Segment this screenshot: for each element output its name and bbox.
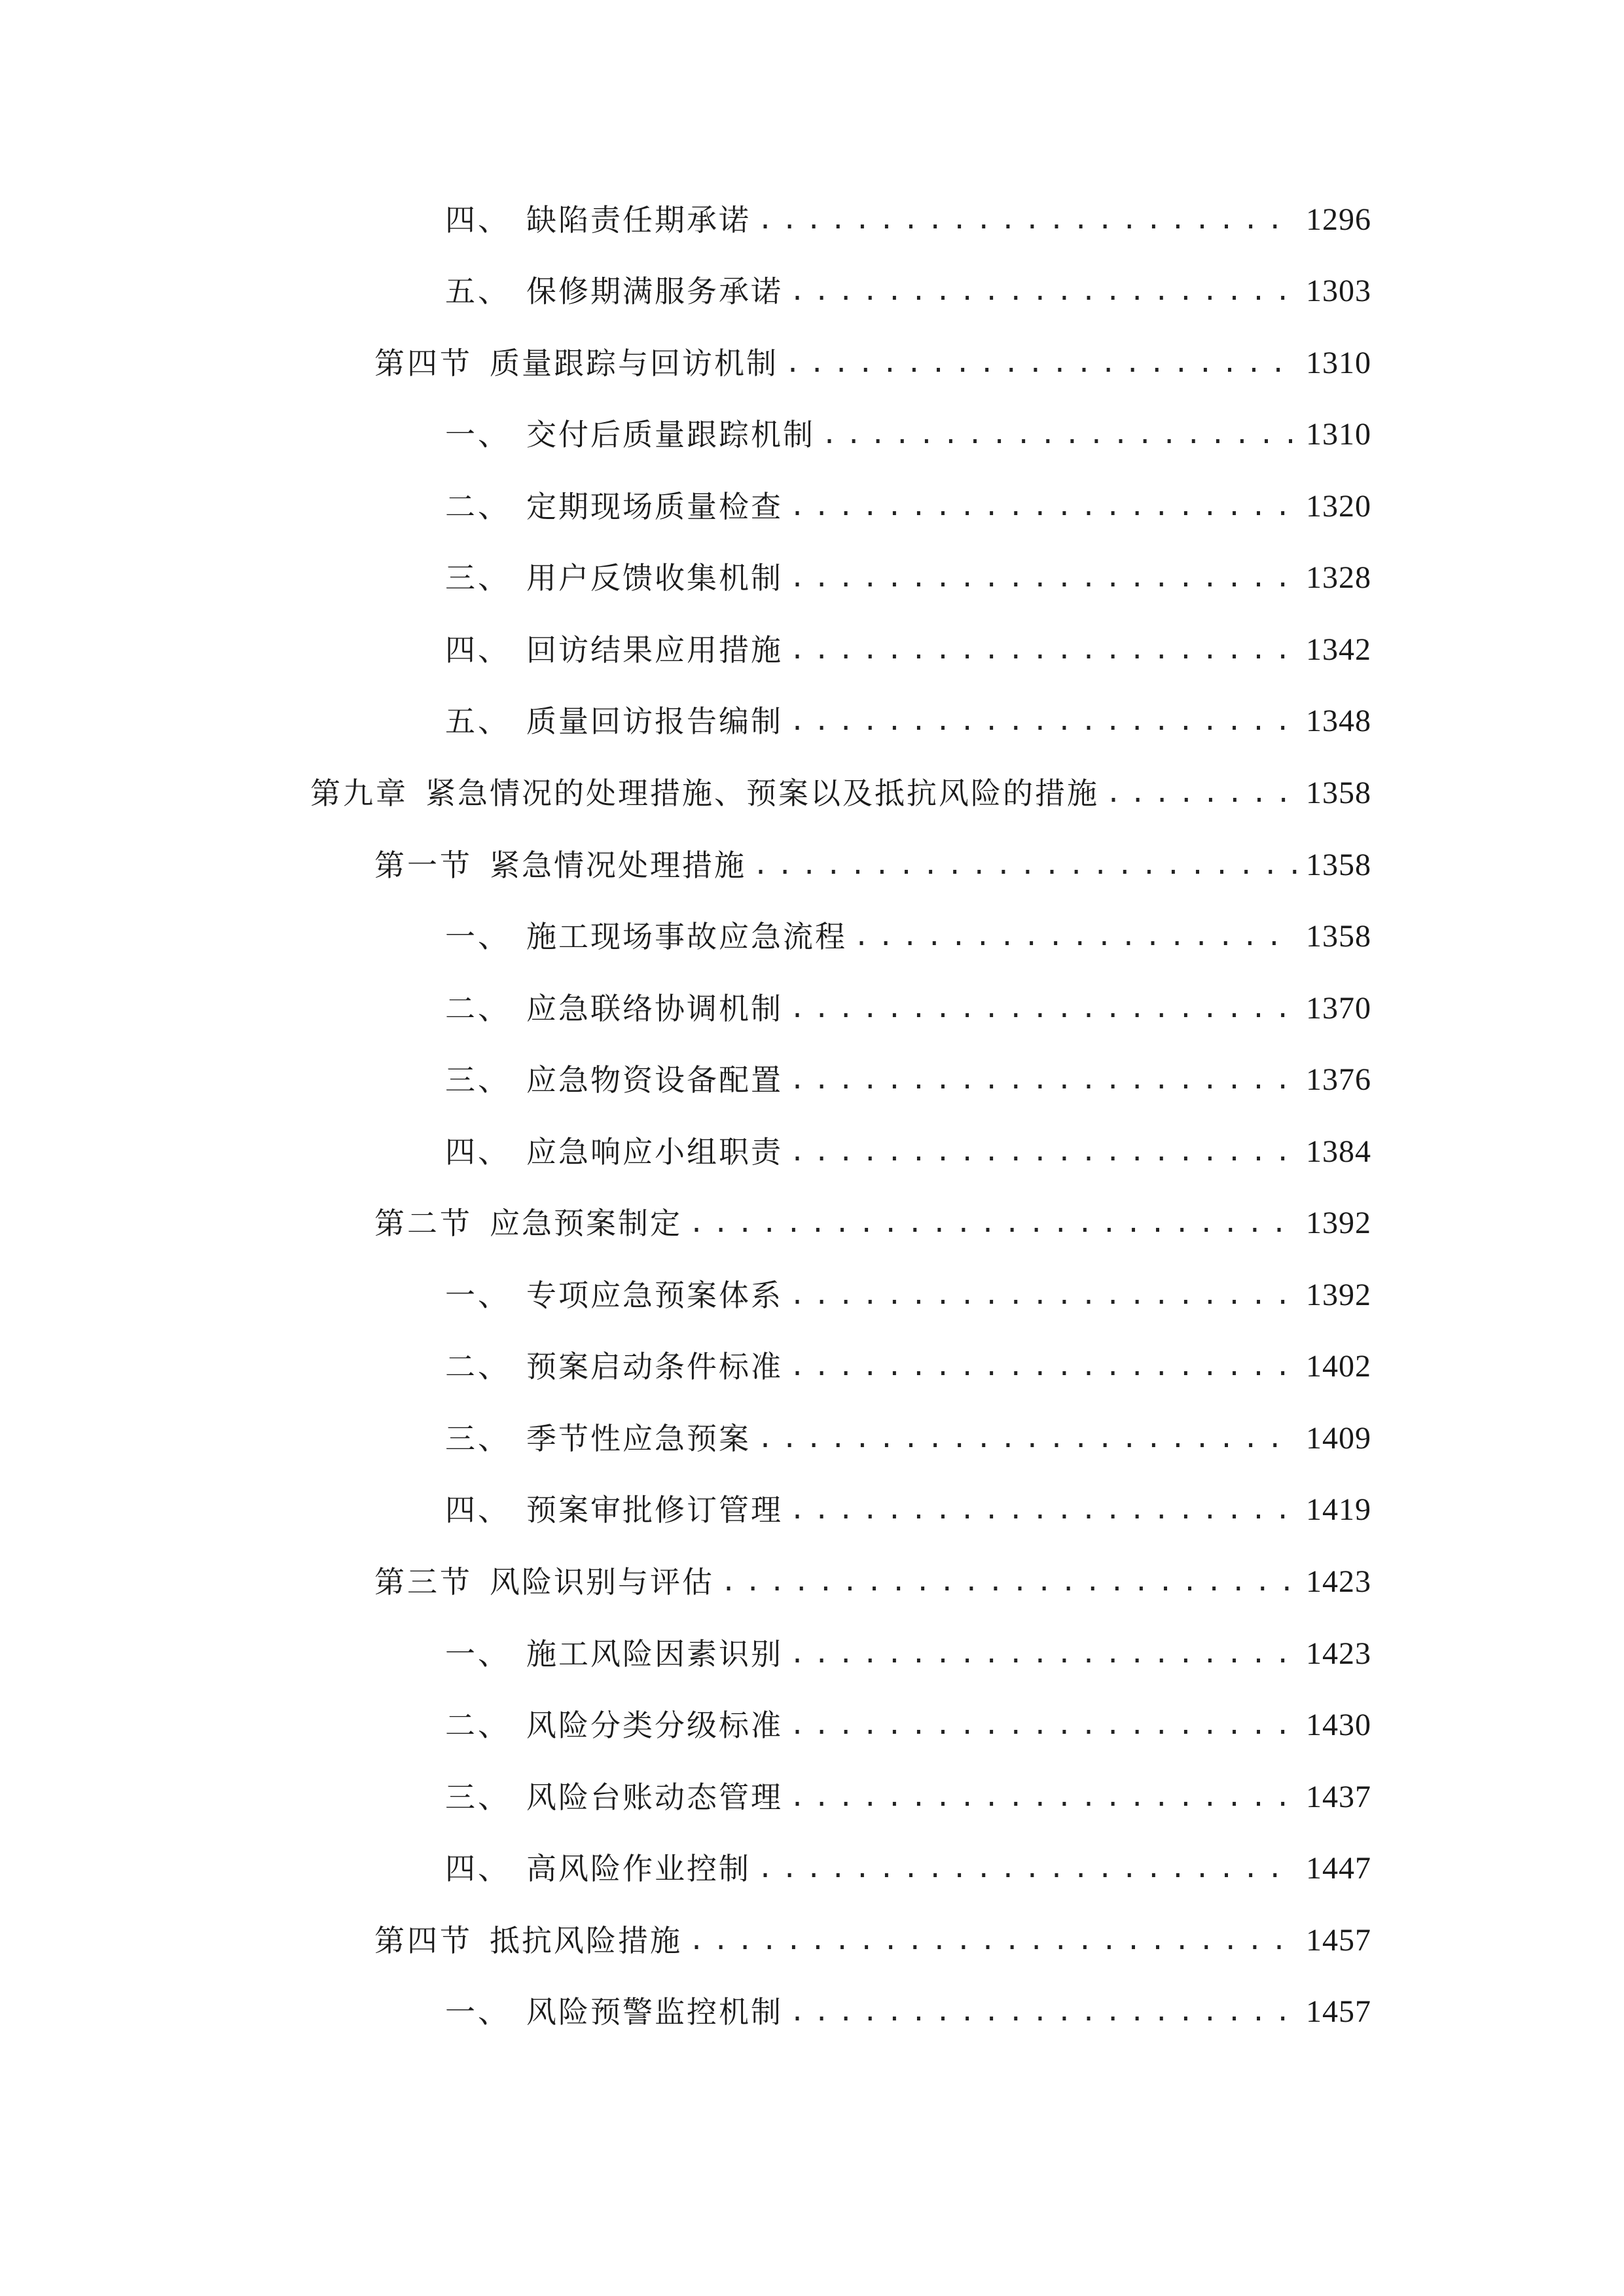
toc-entry[interactable]: [445, 1126, 1371, 1178]
toc-page-number: 1358: [1306, 919, 1371, 954]
toc-dot-leader: [789, 265, 1297, 317]
toc-dot-leader: [789, 1340, 1297, 1393]
toc-entry-number: 三、: [445, 1421, 511, 1456]
toc-dot-leader: [689, 1197, 1297, 1249]
toc-entry-title: 应急联络协调机制: [526, 991, 783, 1026]
toc-entry-number: 四、: [445, 202, 511, 238]
toc-page-number: 1358: [1306, 848, 1371, 882]
toc-entry-number: 第一节: [374, 848, 473, 883]
toc-dot-leader: [789, 1126, 1297, 1178]
toc-dot-leader: [821, 408, 1297, 461]
toc-page-number: 1447: [1306, 1851, 1371, 1886]
toc-entry-number: 一、: [445, 1278, 511, 1313]
toc-dot-leader: [789, 624, 1297, 676]
toc-entry-title: 高风险作业控制: [526, 1851, 751, 1886]
toc-entry-title: 保修期满服务承诺: [526, 274, 783, 309]
toc-dot-leader: [854, 910, 1297, 963]
toc-entry[interactable]: [445, 695, 1371, 747]
toc-entry-number: 四、: [445, 1851, 511, 1886]
toc-page-number: 1437: [1306, 1780, 1371, 1814]
toc-dot-leader: [789, 1269, 1297, 1321]
toc-entry-number: 二、: [445, 489, 511, 524]
toc-entry-title: 风险预警监控机制: [526, 1994, 783, 2030]
toc-dot-leader: [757, 194, 1297, 246]
toc-dot-leader: [1106, 767, 1297, 819]
toc-page-number: 1342: [1306, 632, 1371, 667]
toc-dot-leader: [789, 1771, 1297, 1823]
toc-entry-number: 二、: [445, 1349, 511, 1384]
toc-page-number: 1423: [1306, 1564, 1371, 1599]
toc-entry-title: 专项应急预案体系: [526, 1278, 783, 1313]
toc-page-number: 1409: [1306, 1421, 1371, 1456]
toc-dot-leader: [789, 1986, 1297, 2038]
toc-entry-number: 五、: [445, 274, 511, 309]
toc-entry-number: 二、: [445, 1708, 511, 1743]
toc-entry[interactable]: [374, 1197, 1371, 1249]
toc-entry[interactable]: [445, 1842, 1371, 1895]
toc-entry[interactable]: [445, 910, 1371, 963]
toc-dot-leader: [789, 1484, 1297, 1536]
toc-entry-title: 缺陷责任期承诺: [526, 202, 751, 238]
toc-entry[interactable]: [374, 1556, 1371, 1608]
toc-entry-number: 第二节: [374, 1206, 473, 1241]
toc-entry-title: 季节性应急预案: [526, 1421, 751, 1456]
toc-entry[interactable]: [445, 982, 1371, 1035]
toc-entry-number: 四、: [445, 1134, 511, 1170]
toc-entry-title: 应急物资设备配置: [526, 1062, 783, 1098]
toc-entry[interactable]: [445, 1340, 1371, 1393]
toc-entry-title: 定期现场质量检查: [526, 489, 783, 524]
toc-entry-title: 用户反馈收集机制: [526, 560, 783, 596]
toc-entry-title: 预案启动条件标准: [526, 1349, 783, 1384]
toc-entry-title: 施工现场事故应急流程: [526, 919, 847, 954]
toc-entry[interactable]: [445, 1484, 1371, 1536]
toc-entry-title: 风险识别与评估: [490, 1564, 714, 1600]
toc-entry-number: 一、: [445, 417, 511, 452]
toc-entry[interactable]: [310, 767, 1371, 819]
toc-entry-number: 三、: [445, 1062, 511, 1098]
toc-entry[interactable]: [445, 480, 1371, 533]
toc-entry[interactable]: [445, 624, 1371, 676]
toc-entry-number: 第四节: [374, 346, 473, 381]
toc-page-number: 1423: [1306, 1636, 1371, 1671]
toc-page-number: 1310: [1306, 346, 1371, 380]
toc-dot-leader: [789, 1054, 1297, 1106]
toc-dot-leader: [789, 480, 1297, 533]
toc-entry[interactable]: [445, 1054, 1371, 1106]
toc-entry-title: 应急预案制定: [490, 1206, 682, 1241]
toc-entry-title: 回访结果应用措施: [526, 632, 783, 668]
toc-entry-number: 四、: [445, 1492, 511, 1528]
toc-entry-number: 三、: [445, 1780, 511, 1815]
toc-dot-leader: [789, 982, 1297, 1035]
toc-page-number: 1296: [1306, 202, 1371, 237]
toc-entry[interactable]: [374, 337, 1371, 389]
toc-dot-leader: [753, 839, 1297, 891]
toc-dot-leader: [789, 695, 1297, 747]
toc-entry-title: 质量跟踪与回访机制: [490, 346, 778, 381]
toc-page-number: 1430: [1306, 1708, 1371, 1742]
toc-entry-number: 三、: [445, 560, 511, 596]
toc-entry-number: 第三节: [374, 1564, 473, 1600]
toc-entry-title: 风险分类分级标准: [526, 1708, 783, 1743]
toc-page-number: 1402: [1306, 1349, 1371, 1384]
toc-dot-leader: [789, 552, 1297, 604]
toc-entry-title: 预案审批修订管理: [526, 1492, 783, 1528]
toc-entry-number: 第九章: [310, 776, 408, 811]
toc-entry-title: 风险台账动态管理: [526, 1780, 783, 1815]
toc-entry-number: 一、: [445, 919, 511, 954]
toc-page-number: 1419: [1306, 1492, 1371, 1527]
toc-page-number: 1376: [1306, 1062, 1371, 1097]
toc-entry-number: 四、: [445, 632, 511, 668]
toc-entry-number: 一、: [445, 1636, 511, 1672]
toc-page-number: 1392: [1306, 1278, 1371, 1312]
toc-entry[interactable]: [445, 1986, 1371, 2038]
toc-dot-leader: [785, 337, 1297, 389]
toc-page-number: 1370: [1306, 991, 1371, 1026]
toc-dot-leader: [789, 1628, 1297, 1680]
toc-entry-number: 五、: [445, 704, 511, 739]
toc-dot-leader: [721, 1556, 1297, 1608]
toc-page-number: 1310: [1306, 417, 1371, 452]
toc-page-number: 1320: [1306, 489, 1371, 524]
toc-entry[interactable]: [445, 1699, 1371, 1751]
toc-entry-title: 紧急情况处理措施: [490, 848, 746, 883]
toc-page-number: 1348: [1306, 704, 1371, 738]
toc-entry[interactable]: [374, 1914, 1371, 1967]
toc-page-number: 1457: [1306, 1923, 1371, 1958]
toc-entry-number: 第四节: [374, 1923, 473, 1958]
toc-entry-title: 质量回访报告编制: [526, 704, 783, 739]
toc-page-number: 1328: [1306, 560, 1371, 595]
toc-entry-title: 抵抗风险措施: [490, 1923, 682, 1958]
toc-dot-leader: [757, 1412, 1297, 1465]
toc-entry-title: 交付后质量跟踪机制: [526, 417, 815, 452]
toc-dot-leader: [789, 1699, 1297, 1751]
toc-entry[interactable]: [374, 839, 1371, 891]
toc-entry[interactable]: [445, 408, 1371, 461]
toc-page-number: 1392: [1306, 1206, 1371, 1240]
toc-page-number: 1303: [1306, 274, 1371, 308]
toc-entry[interactable]: [445, 552, 1371, 604]
toc-entry[interactable]: [445, 1412, 1371, 1465]
toc-entry-number: 二、: [445, 991, 511, 1026]
toc-entry[interactable]: [445, 1771, 1371, 1823]
toc-page-number: 1457: [1306, 1994, 1371, 2029]
toc-dot-leader: [689, 1914, 1297, 1967]
toc-page-number: 1384: [1306, 1134, 1371, 1169]
toc-entry[interactable]: [445, 1628, 1371, 1680]
toc-dot-leader: [757, 1842, 1297, 1895]
toc-page-number: 1358: [1306, 776, 1371, 810]
toc-entry-title: 施工风险因素识别: [526, 1636, 783, 1672]
toc-entry-title: 紧急情况的处理措施、预案以及抵抗风险的措施: [425, 776, 1099, 811]
toc-entry[interactable]: [445, 265, 1371, 317]
toc-entry[interactable]: [445, 1269, 1371, 1321]
toc-entry-number: 一、: [445, 1994, 511, 2030]
toc-entry[interactable]: [445, 194, 1371, 246]
toc-entry-title: 应急响应小组职责: [526, 1134, 783, 1170]
